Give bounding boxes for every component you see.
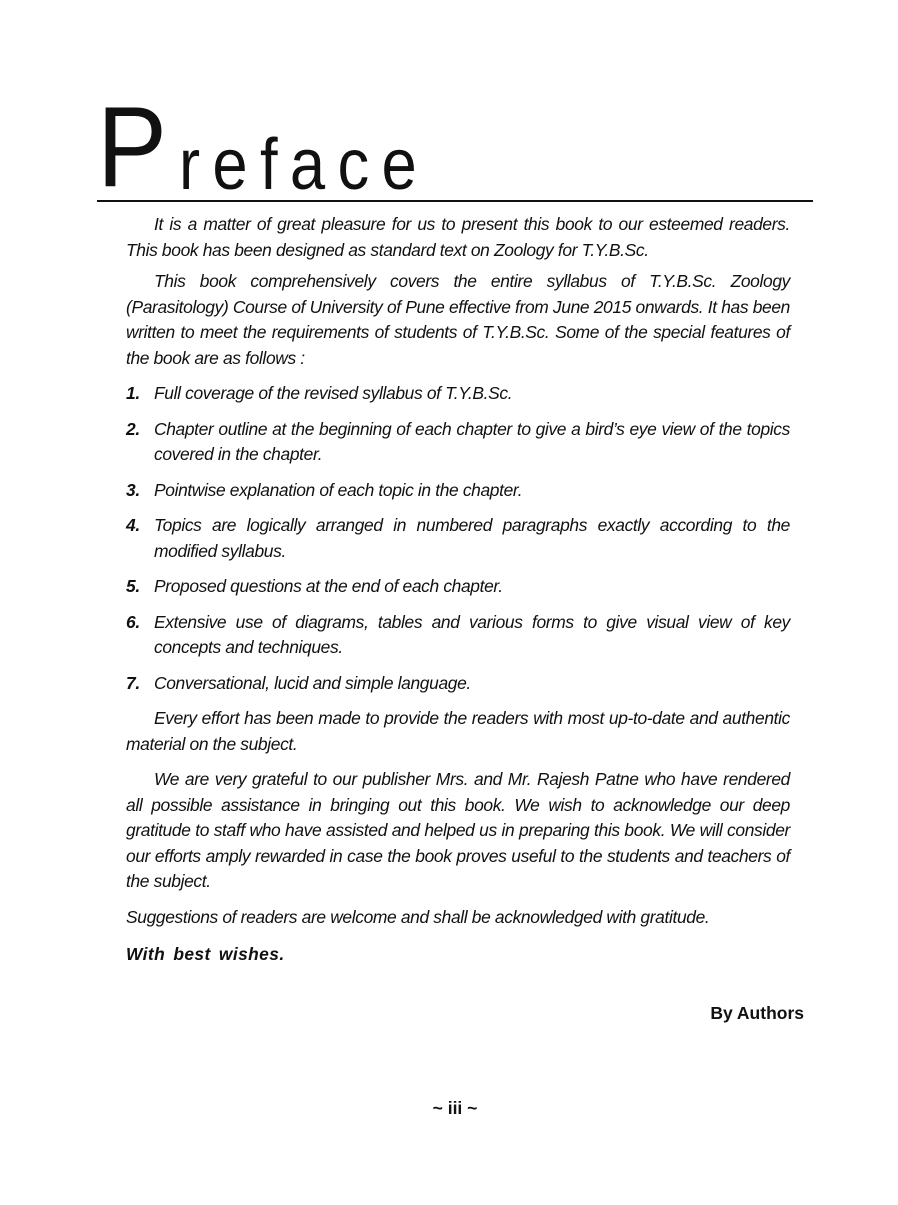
list-text: Pointwise explanation of each topic in the chapter. <box>154 479 523 500</box>
list-number: 6. <box>126 611 140 632</box>
list-text: Extensive use of diagrams, tables and various forms to give visual view of key concepts and techniques. <box>154 611 790 657</box>
title-rest: reface <box>179 125 430 205</box>
list-item <box>126 417 790 468</box>
list-item <box>126 610 790 661</box>
outro-paragraph-3: Suggestions of readers are welcome and shall be acknowledged with gratitude. <box>126 906 710 927</box>
list-item <box>126 671 790 697</box>
list-item <box>126 478 790 504</box>
list-number: 2. <box>126 418 140 439</box>
outro-paragraph-2: We are very grateful to our publisher Mrs. and Mr. Rajesh Patne who have rendered all possible assistance in bringing out this book. We wish to acknowledge our deep gratitude to staff who have assisted and helped us in preparing this book. We will consider our efforts amply rewarded in case the book proves useful to the students and teachers of the subject. <box>126 769 790 891</box>
outro-paragraph-1: Every effort has been made to provide the readers with most up-to-date and authentic material on the subject. <box>126 708 790 754</box>
list-item <box>126 381 790 407</box>
list-text: Chapter outline at the beginning of each chapter to give a bird’s eye view of the topics covered in the chapter. <box>154 418 790 464</box>
list-number: 7. <box>126 672 140 693</box>
list-number: 3. <box>126 479 140 500</box>
page-number: ~ iii ~ <box>432 1098 478 1118</box>
closing-line: With best wishes. <box>126 944 285 964</box>
list-text: Full coverage of the revised syllabus of T.Y.B.Sc. <box>154 383 513 403</box>
list-text: Topics are logically arranged in numbered paragraphs exactly according to the modified syllabus. <box>154 515 790 561</box>
list-text: Conversational, lucid and simple language. <box>154 672 471 693</box>
page-title <box>97 84 813 211</box>
list-item <box>126 574 790 600</box>
signature: By Authors <box>710 1003 804 1023</box>
intro-paragraph-2: This book comprehensively covers the entire syllabus of T.Y.B.Sc. Zoology (Parasitology) Course of University of Pune effective from June 2015 onwards. It has been written to meet the requirements of students of T.Y.B.Sc. Some of the special features of the book are as follows : <box>126 271 790 368</box>
title-initial: P <box>97 84 167 211</box>
preface-body <box>126 212 790 974</box>
list-number: 1. <box>126 383 140 403</box>
list-item <box>126 513 790 564</box>
intro-paragraph-1: It is a matter of great pleasure for us to present this book to our esteemed readers. This book has been designed as standard text on Zoology for T.Y.B.Sc. <box>126 214 790 260</box>
features-list <box>126 381 790 696</box>
list-number: 5. <box>126 576 140 596</box>
list-number: 4. <box>126 515 140 535</box>
list-text: Proposed questions at the end of each chapter. <box>154 576 503 596</box>
